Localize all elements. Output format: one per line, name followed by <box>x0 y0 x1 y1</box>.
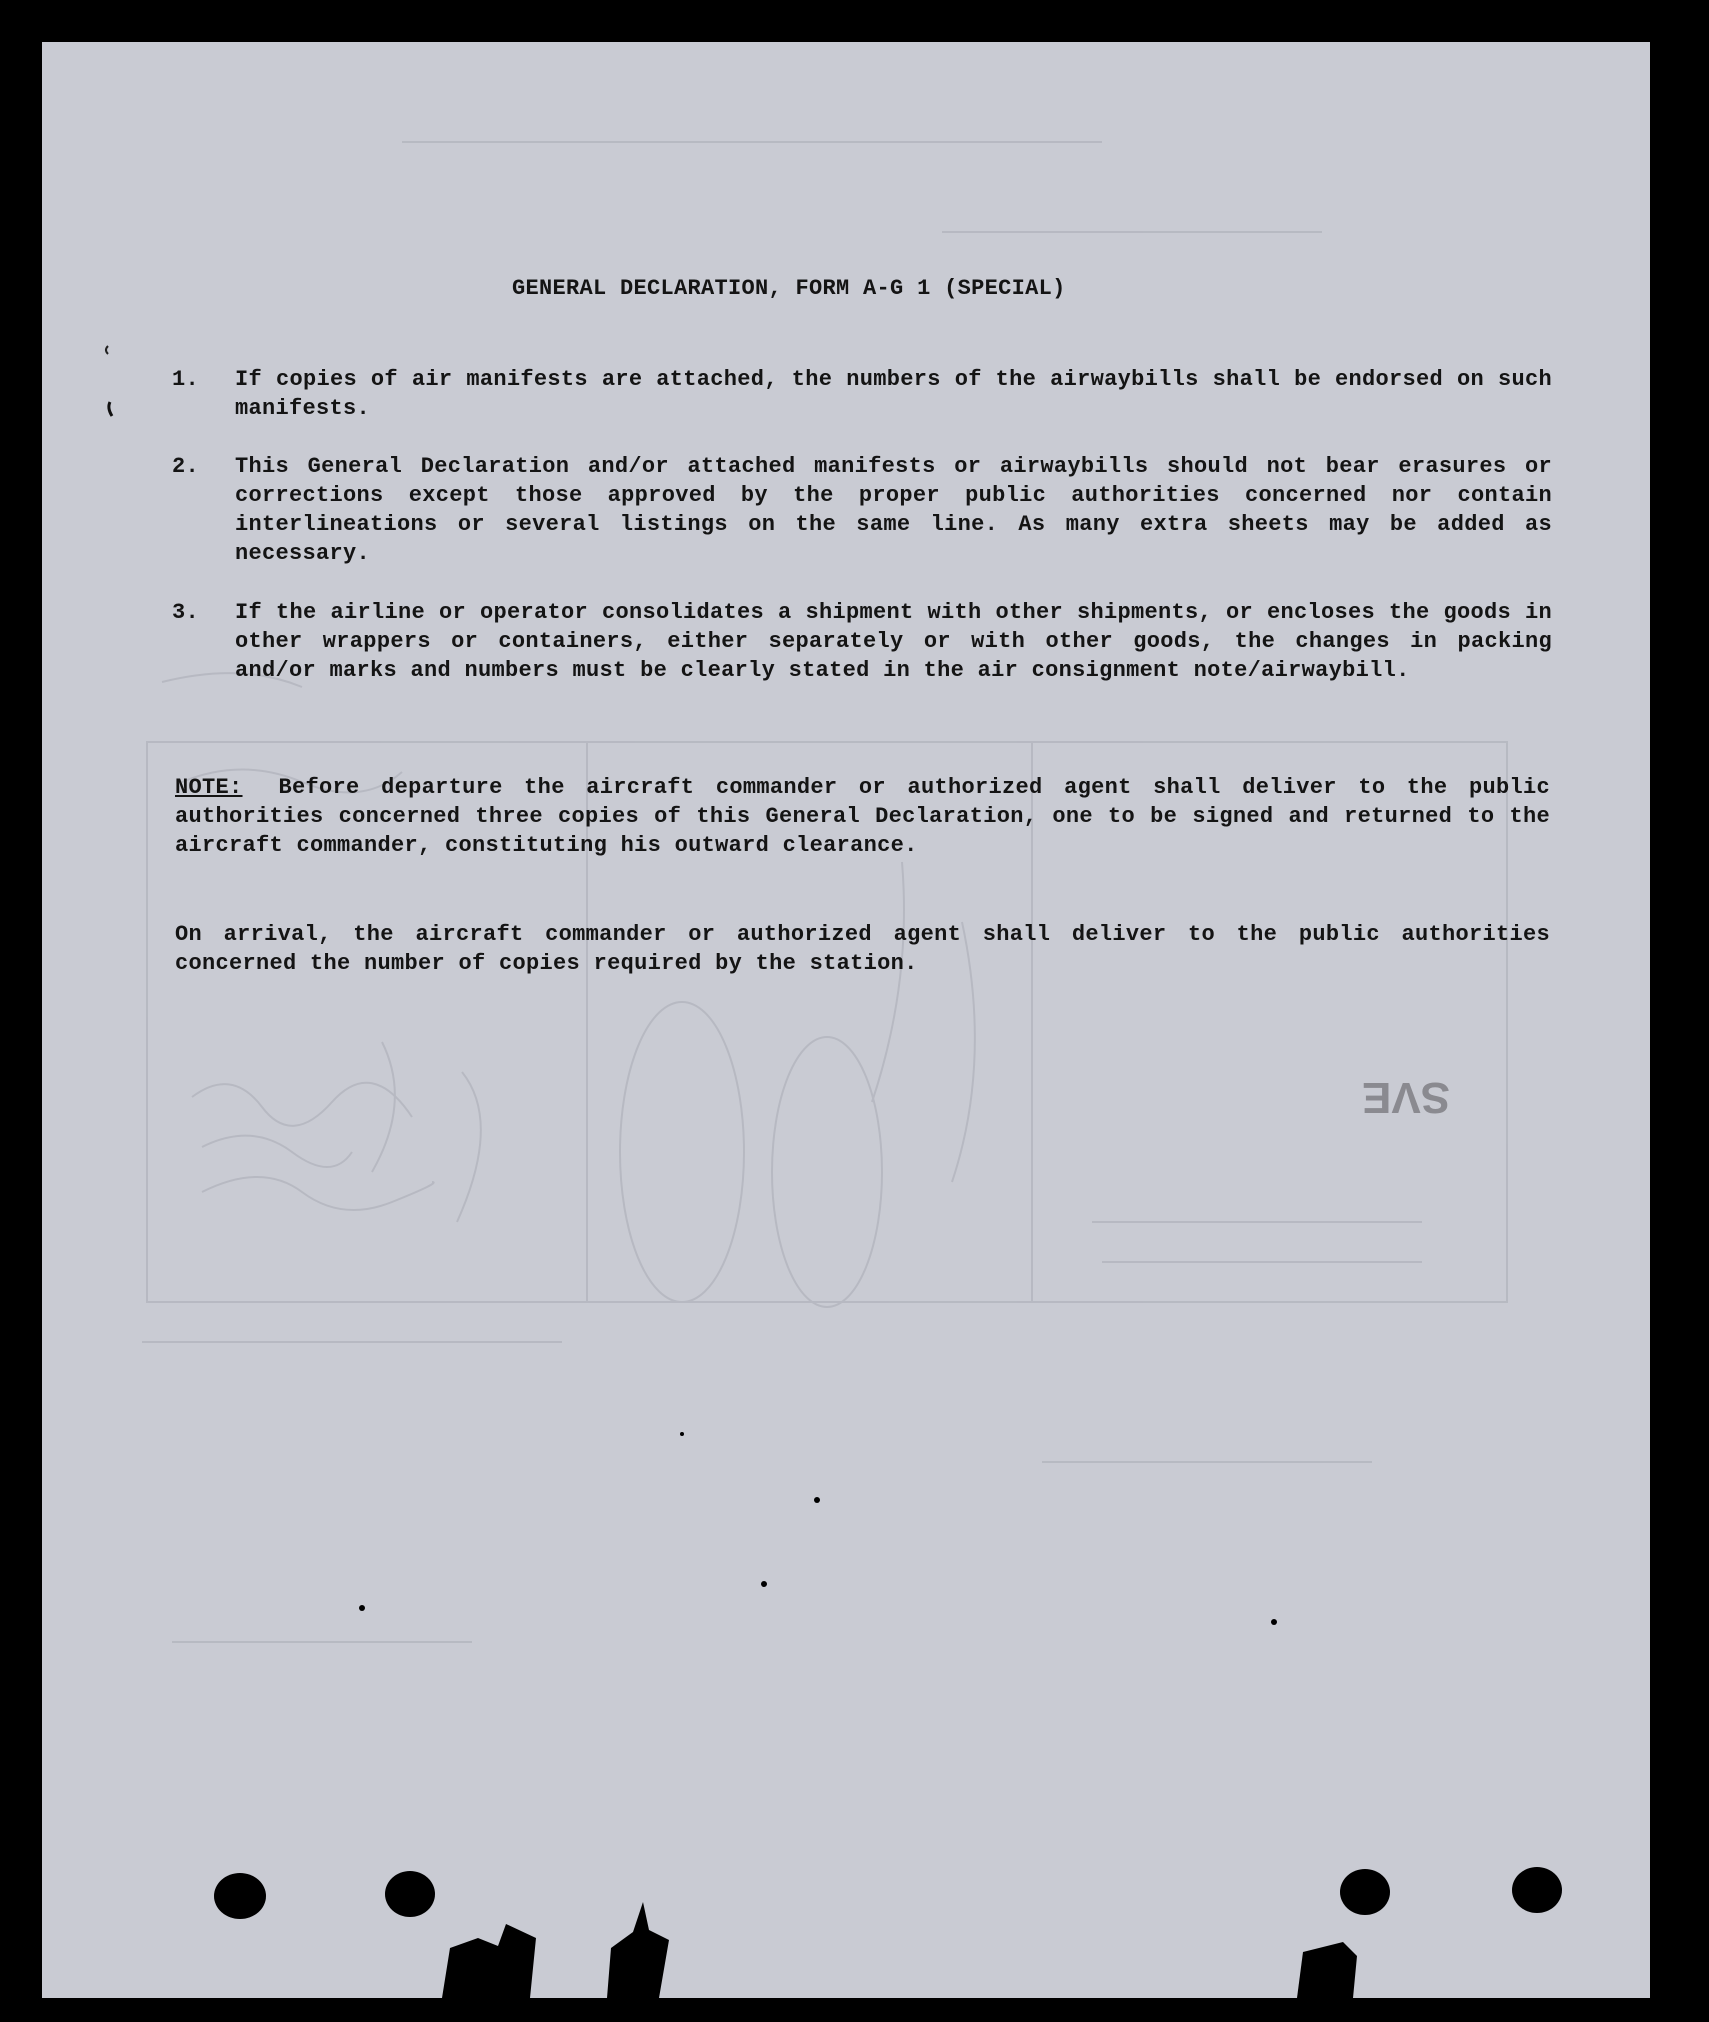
item-text: This General Declaration and/or attached manifests or airwaybills should not bear erasures or corrections except those approved by the proper public authorities concerned nor contain interlineations or several listings on the same line. As many extra sheets may be added as necessary. <box>235 454 1552 566</box>
instruction-item-1 <box>172 365 1552 423</box>
document-page <box>42 42 1650 1998</box>
show-through-stamp-number: SVE <box>1362 1073 1451 1122</box>
margin-pencil-marks <box>100 342 120 422</box>
item-number: 2. <box>172 454 200 479</box>
punch-hole <box>385 1871 435 1917</box>
form-title: GENERAL DECLARATION, FORM A-G 1 (SPECIAL) <box>512 276 1066 301</box>
punch-holes <box>42 42 1650 1998</box>
torn-edge <box>607 1902 669 1998</box>
punch-hole <box>214 1873 266 1919</box>
instruction-item-3 <box>172 598 1552 685</box>
item-text: If the airline or operator consolidates a shipment with other shipments, or encloses the goods in other wrappers or containers, either separately or with other goods, the changes in packing and/or marks and numbers must be clearly stated in the air consignment note/airwaybill. <box>235 600 1552 683</box>
punch-hole <box>1512 1867 1562 1913</box>
note-paragraph <box>175 773 1550 860</box>
show-through-marks <box>42 42 1650 1998</box>
torn-edge <box>442 1924 536 1998</box>
arrival-paragraph: On arrival, the aircraft commander or authorized agent shall deliver to the public authorities concerned the number of copies required by the station. <box>175 922 1550 976</box>
item-number: 3. <box>172 600 200 625</box>
note-text: Before departure the aircraft commander or authorized agent shall deliver to the public authorities concerned three copies of this General Declaration, one to be signed and returned to the aircraft commander, constituting his outward clearance. <box>175 775 1550 858</box>
item-number: 1. <box>172 367 200 392</box>
note-label: NOTE: <box>175 775 243 800</box>
torn-edge <box>1297 1942 1357 1998</box>
punch-hole <box>1340 1869 1390 1915</box>
instruction-item-2 <box>172 452 1552 568</box>
item-text: If copies of air manifests are attached, the numbers of the airwaybills shall be endorsed on such manifests. <box>235 367 1552 421</box>
